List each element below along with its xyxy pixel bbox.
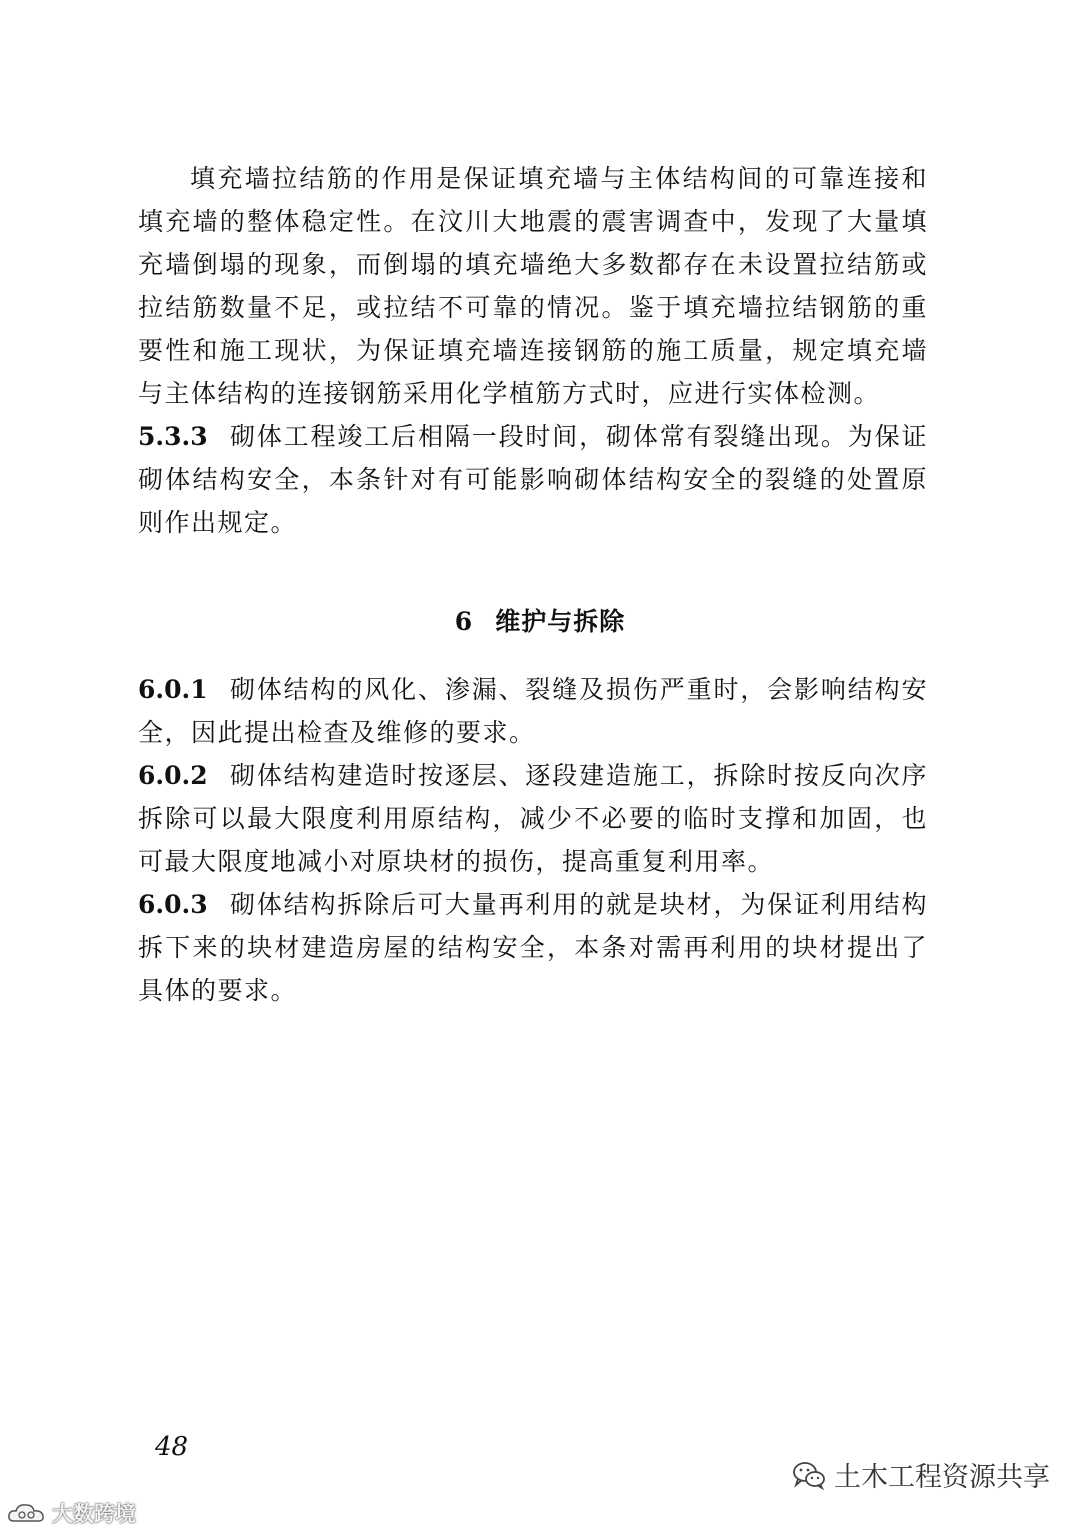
clause-6-0-1 (138, 668, 928, 754)
wechat-icon (792, 1460, 826, 1490)
clause-number: 6.0.1 (138, 675, 208, 704)
text-block-bottom (138, 668, 928, 1012)
text-block-top (138, 157, 928, 544)
clause-number: 6.0.2 (138, 761, 208, 790)
section-number: 6 (454, 607, 474, 636)
section-heading (0, 602, 1080, 638)
clause-text: 砌体结构的风化、渗漏、裂缝及损伤严重时，会影响结构安全，因此提出检查及维修的要求。 (138, 675, 928, 747)
brand-watermark (6, 1498, 136, 1528)
brand-watermark-text: 大数跨境 (52, 1502, 136, 1526)
section-title: 维护与拆除 (495, 607, 626, 636)
wechat-watermark (792, 1455, 1050, 1494)
clause-6-0-3 (138, 883, 928, 1012)
paragraph-infill-wall (138, 157, 928, 415)
page-number: 48 (155, 1432, 189, 1462)
clause-text: 砌体结构建造时按逐层、逐段建造施工，拆除时按反向次序拆除可以最大限度利用原结构，减少不必要的临时支撑和加固，也可最大限度地减小对原块材的损伤，提高重复利用率。 (138, 761, 928, 876)
clause-number: 6.0.3 (138, 890, 208, 919)
paragraph-text: 填充墙拉结筋的作用是保证填充墙与主体结构间的可靠连接和填充墙的整体稳定性。在汶川大地震的震害调查中，发现了大量填充墙倒塌的现象，而倒塌的填充墙绝大多数都存在未设置拉结筋或拉结筋数量不足，或拉结不可靠的情况。鉴于填充墙拉结钢筋的重要性和施工现状，为保证填充墙连接钢筋的施工质量，规定填充墙与主体结构的连接钢筋采用化学植筋方式时，应进行实体检测。 (138, 164, 928, 408)
clause-5-3-3 (138, 415, 928, 544)
clause-text: 砌体结构拆除后可大量再利用的就是块材，为保证利用结构拆下来的块材建造房屋的结构安全，本条对需再利用的块材提出了具体的要求。 (138, 890, 928, 1005)
clause-text: 砌体工程竣工后相隔一段时间，砌体常有裂缝出现。为保证砌体结构安全，本条针对有可能影响砌体结构安全的裂缝的处置原则作出规定。 (138, 422, 928, 537)
cloud-logo-icon (6, 1501, 48, 1525)
clause-number: 5.3.3 (138, 422, 208, 451)
watermark-text: 土木工程资源共享 (834, 1462, 1050, 1493)
clause-6-0-2 (138, 754, 928, 883)
